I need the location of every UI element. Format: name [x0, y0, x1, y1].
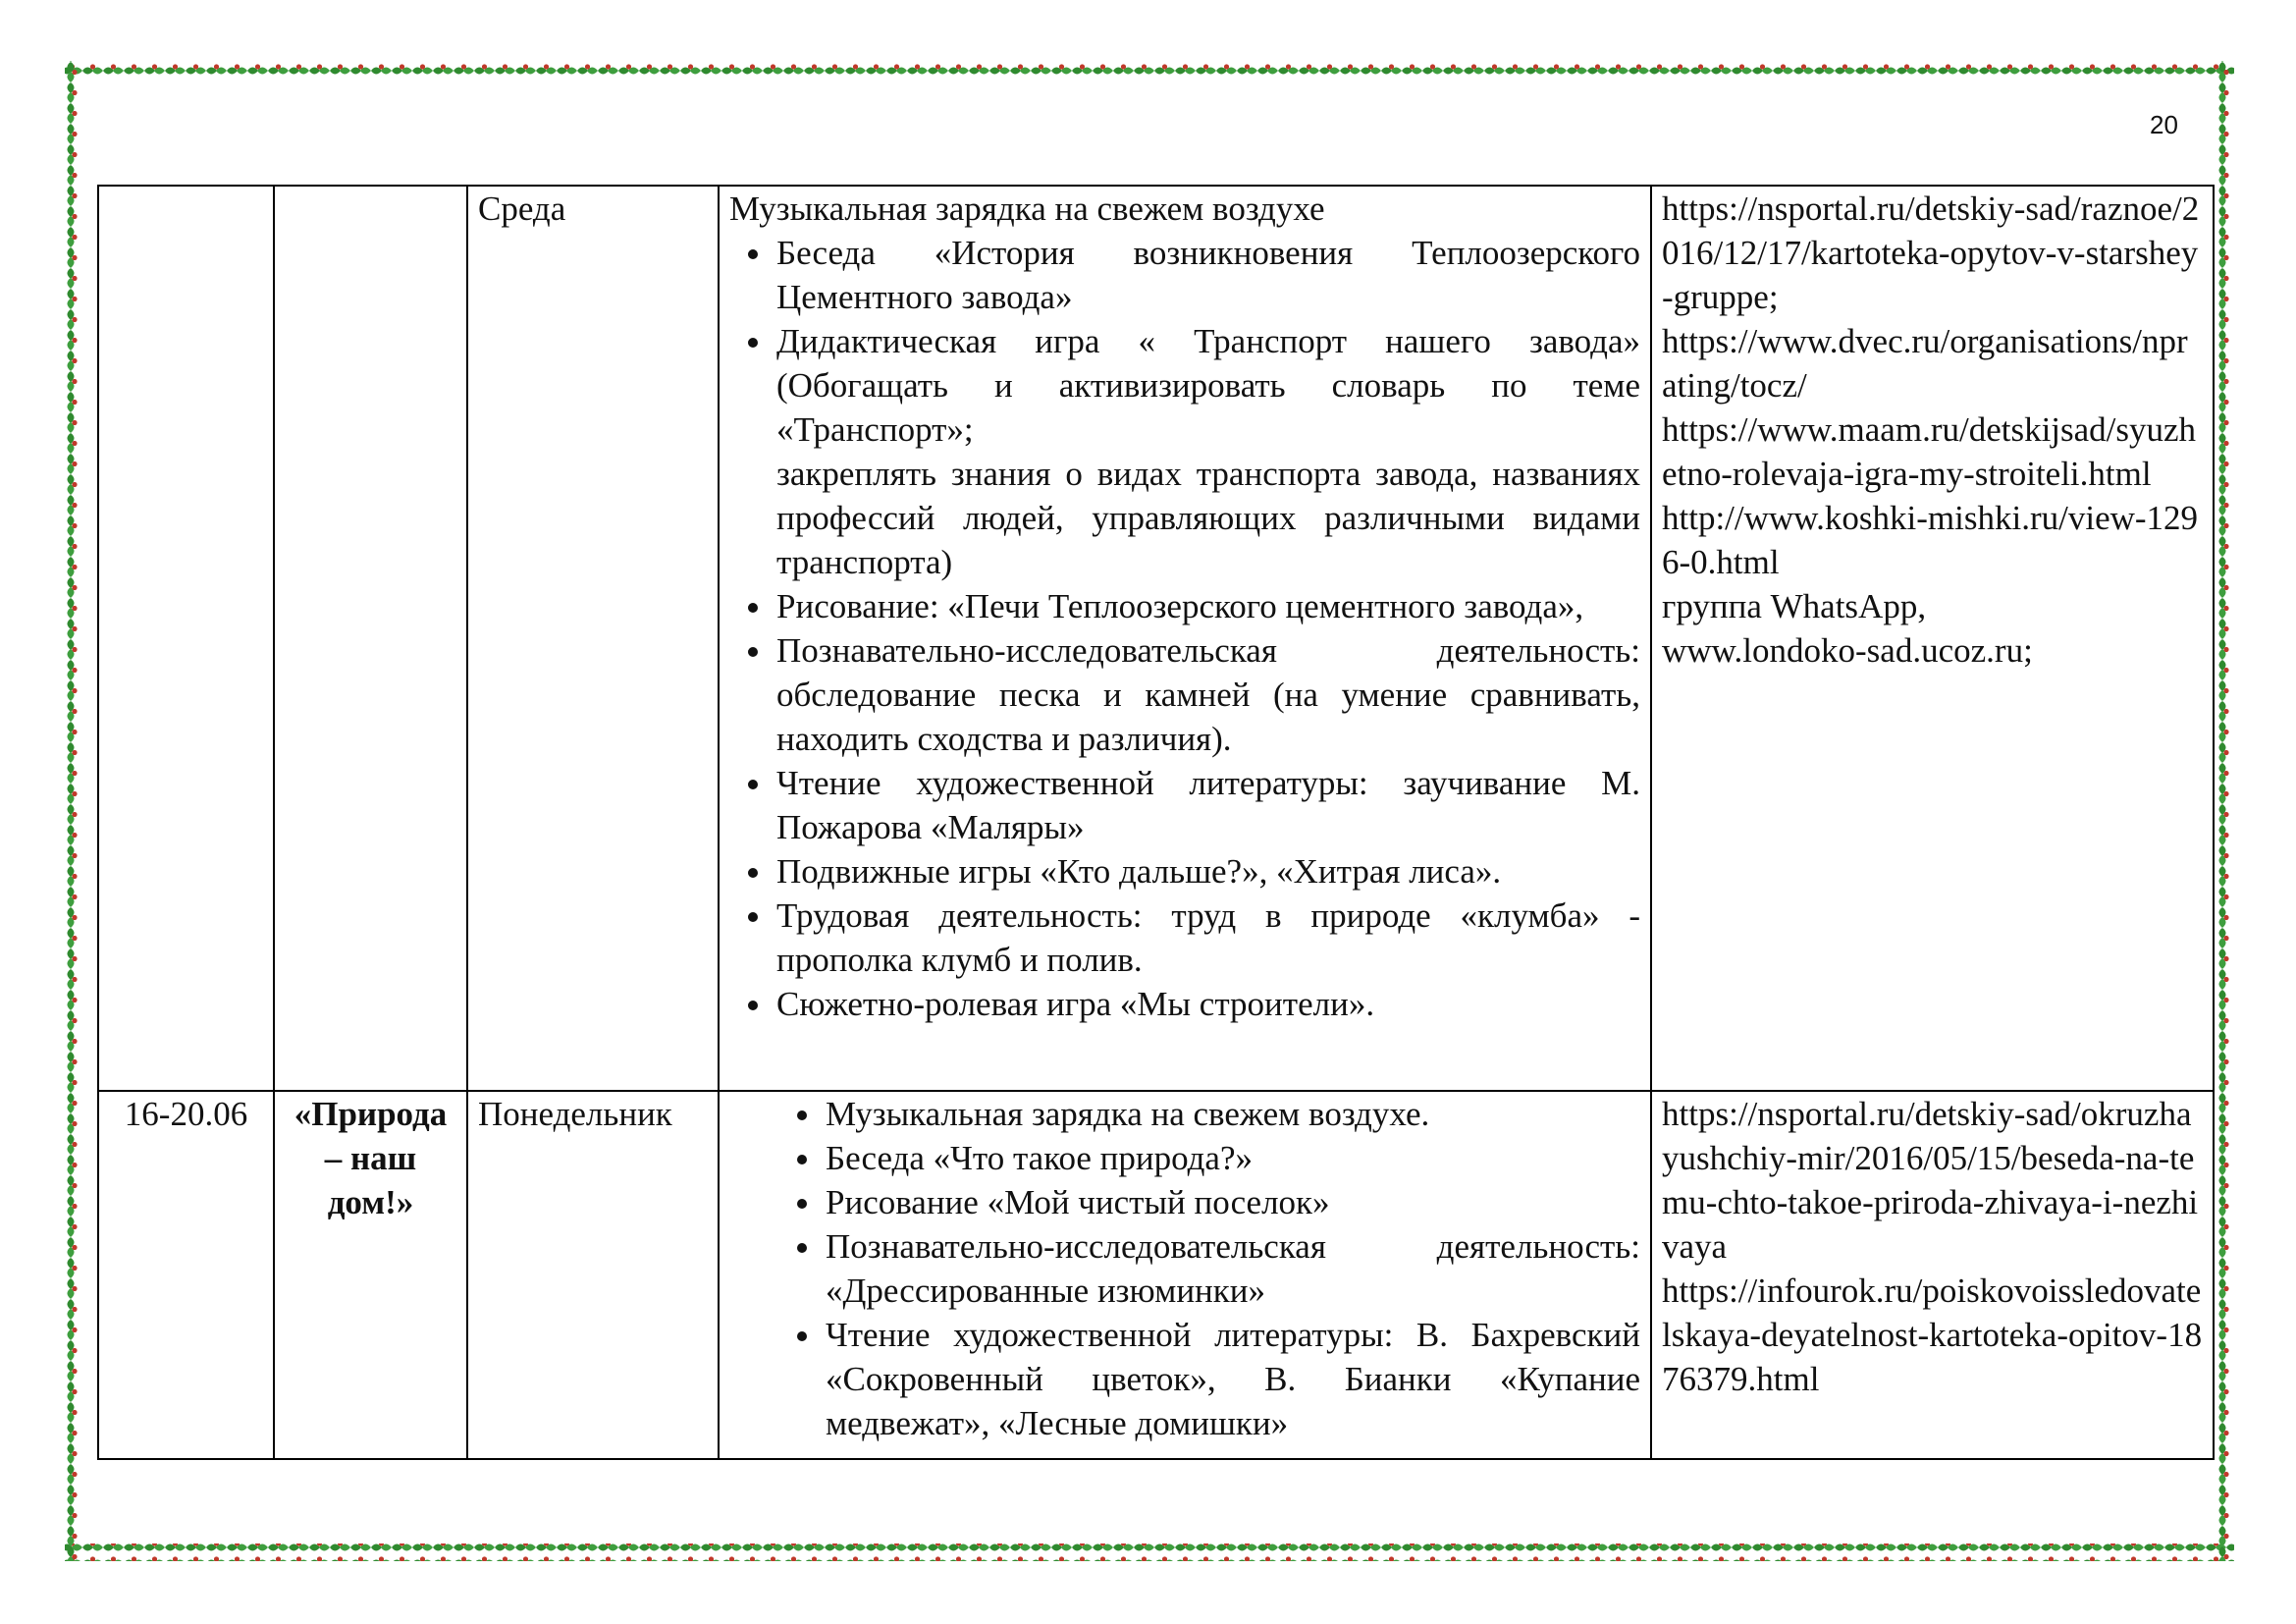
list-item: • Трудовая деятельность: труд в природе «клумба» - прополка клумб и полив.	[774, 893, 1640, 982]
list-item: • Сюжетно-ролевая игра «Мы строители».	[774, 982, 1640, 1026]
activity-plan-table	[97, 185, 2215, 1460]
theme-cell: «Природа – наш дом!»	[274, 1091, 467, 1459]
resource-link[interactable]: https://www.dvec.ru/organisations/nprating/tocz/	[1662, 322, 2188, 405]
date-cell: 16-20.06	[98, 1091, 274, 1459]
list-item: • Познавательно-исследовательская деятельность: «Дрессированные изюминки»	[824, 1224, 1640, 1313]
list-item: • Беседа «Что такое природа?»	[824, 1136, 1640, 1180]
table-row	[98, 186, 2214, 1091]
links-cell	[1651, 1091, 2214, 1459]
day-cell: Понедельник	[467, 1091, 719, 1459]
list-item: • Беседа «История возникновения Теплоозерского Цементного завода»	[774, 231, 1640, 319]
resource-link[interactable]: https://www.maam.ru/detskijsad/syuzhetno-rolevaja-igra-my-stroiteli.html	[1662, 410, 2197, 493]
links-cell	[1651, 186, 2214, 1091]
activity-list	[729, 231, 1640, 1026]
list-item: • Подвижные игры «Кто дальше?», «Хитрая лиса».	[774, 849, 1640, 893]
list-item: • Чтение художественной литературы: заучивание М. Пожарова «Маляры»	[774, 761, 1640, 849]
list-item: • Рисование «Мой чистый поселок»	[824, 1180, 1640, 1224]
resource-link[interactable]: https://infourok.ru/poiskovoissledovatelskaya-deyatelnost-kartoteka-opitov-1876379.html	[1662, 1272, 2203, 1398]
activities-cell	[719, 186, 1651, 1091]
list-item: • Чтение художественной литературы: В. Бахревский «Сокровенный цветок», В. Бианки «Купание медвежат», «Лесные домишки»	[824, 1313, 1640, 1445]
list-item-text: Дидактическая игра « Транспорт нашего завода» (Обогащать и активизировать словарь по теме «Транспорт»;	[776, 322, 1640, 449]
date-cell	[98, 186, 274, 1091]
resource-link[interactable]: https://nsportal.ru/detskiy-sad/okruzhayushchiy-mir/2016/05/15/beseda-na-temu-chto-takoe-priroda-zhivaya-i-nezhivaya	[1662, 1095, 2199, 1266]
list-item-continuation: закреплять знания о видах транспорта завода, названиях профессий людей, управляющих различными видами транспорта)	[776, 455, 1640, 581]
resource-link[interactable]: https://nsportal.ru/detskiy-sad/raznoe/2016/12/17/kartoteka-opytov-v-starshey-gruppe;	[1662, 189, 2200, 316]
resource-link[interactable]: www.londoko-sad.ucoz.ru;	[1662, 631, 2033, 670]
resource-note: группа WhatsApp,	[1662, 587, 1927, 625]
activity-intro: Музыкальная зарядка на свежем воздухе	[729, 189, 1325, 228]
activities-cell	[719, 1091, 1651, 1459]
theme-cell	[274, 186, 467, 1091]
list-item: • Познавательно-исследовательская деятельность: обследование песка и камней (на умение сравнивать, находить сходства и различия).	[774, 628, 1640, 761]
list-item	[774, 319, 1640, 584]
page-number: 20	[2150, 110, 2178, 139]
list-item: • Рисование: «Печи Теплоозерского цементного завода»,	[774, 584, 1640, 628]
table-row	[98, 1091, 2214, 1459]
resource-link[interactable]: http://www.koshki-mishki.ru/view-1296-0.html	[1662, 499, 2199, 581]
activity-list	[729, 1092, 1640, 1445]
list-item: • Музыкальная зарядка на свежем воздухе.	[824, 1092, 1640, 1136]
day-cell: Среда	[467, 186, 719, 1091]
